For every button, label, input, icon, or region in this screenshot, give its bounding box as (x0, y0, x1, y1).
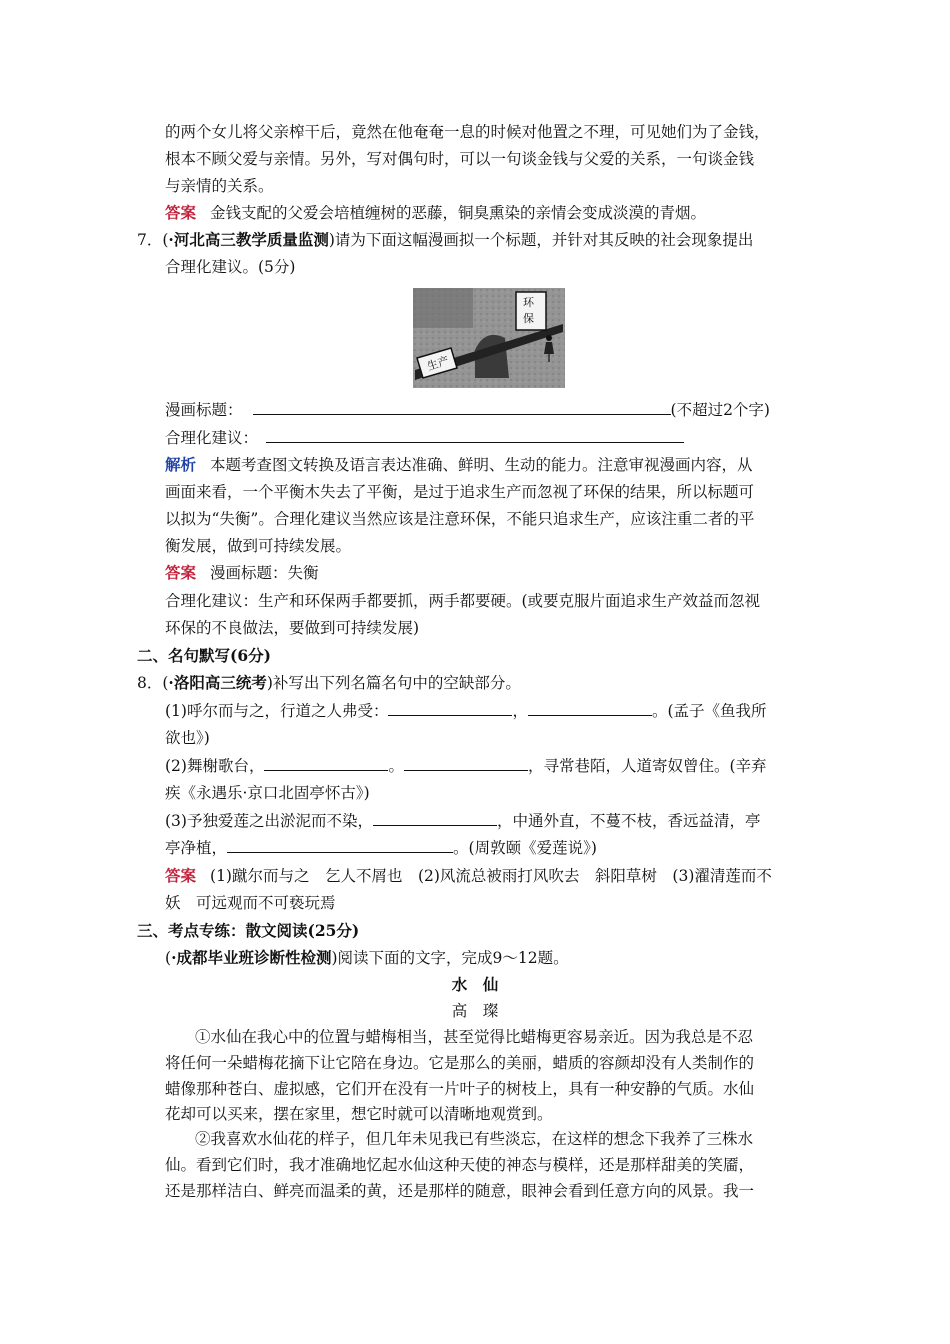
q8-answer-line-1 (165, 866, 772, 886)
q7-stem-2: 合理化建议。(5分) (165, 258, 296, 276)
q8-blank-6[interactable] (227, 838, 453, 853)
analysis-label: 解析 (165, 455, 197, 474)
cartoon-right-label-1: 环 (523, 296, 534, 309)
sec3-text: )阅读下面的文字，完成9～12题。 (331, 949, 569, 967)
answer-label: 答案 (165, 563, 197, 582)
q8-item-2-text: (2)舞榭歌台， (165, 757, 265, 775)
section-3-title: 三、考点专练：散文阅读(25分) (137, 921, 360, 940)
cartoon-title-label: 漫画标题： (165, 401, 243, 419)
cartoon-left-label: 生产 (425, 353, 451, 374)
answer-label: 答案 (165, 866, 197, 885)
essay-p2-line-2: 仙。看到它们时，我才准确地忆起水仙这种天使的神态与模样，还是那样甜美的笑靥， (165, 1156, 755, 1174)
cont-line-1: 的两个女儿将父亲榨干后，竟然在他奄奄一息的时候对他置之不理，可见她们为了金钱， (165, 123, 770, 141)
q8-item-1 (165, 701, 767, 721)
analysis-text-1: 本题考查图文转换及语言表达准确、鲜明、生动的能力。注意审视漫画内容，从 (210, 456, 753, 474)
q8-number: 8．( (137, 674, 169, 692)
answer-text: 金钱支配的父爱会培植缠树的恶藤，铜臭熏染的亲情会变成淡漠的青烟。 (210, 204, 707, 222)
q8-item-1-cont: 欲也》) (165, 729, 210, 747)
q8-item-3-text: (3)予独爱莲之出淤泥而不染， (165, 812, 373, 830)
analysis-line-1 (165, 455, 753, 475)
section-2-title: 二、名句默写(6分) (137, 646, 271, 665)
q8-source: ·洛阳高三统考 (168, 673, 267, 692)
q8-stem (137, 673, 521, 693)
q8-item-1-text: (1)呼尔而与之，行道之人弗受： (165, 702, 389, 720)
essay-p1-line-3: 蜡像那种苍白、虚拟感，它们开在没有一片叶子的树枝上，具有一种安静的气质。水仙 (165, 1080, 755, 1098)
cartoon-title-blank[interactable] (253, 400, 671, 415)
cont-answer (165, 203, 706, 223)
q8-item-3-cont (165, 838, 597, 858)
cartoon-title-note: (不超过2个字) (670, 401, 770, 419)
q8-item-2 (165, 756, 767, 776)
q8-item-3-source: 。(周敦颐《爱莲说》) (453, 839, 597, 857)
essay-title: 水 仙 (451, 975, 499, 994)
analysis-line-3: 以拟为“失衡”。合理化建议当然应该是注意环保，不能只追求生产，应该注重二者的平 (165, 510, 755, 528)
small-figure-head (546, 335, 552, 341)
q8-item-2-sep: 。 (388, 757, 404, 775)
answer-label: 答案 (165, 203, 197, 222)
q8-item-3-text-2: 亭净植， (165, 839, 228, 857)
q8-item-3-rest: ，中通外直，不蔓不枝，香远益清，亭 (496, 812, 761, 830)
q7-answer-line-3: 环保的不良做法，要做到可持续发展) (165, 619, 420, 637)
essay-p2-line-1: ②我喜欢水仙花的样子，但几年未见我已有些淡忘，在这样的想念下我养了三株水 (195, 1130, 754, 1148)
q7-stem-1 (137, 230, 753, 250)
cartoon-image (413, 288, 565, 388)
q8-answer-line-2: 妖 可远观而不可亵玩焉 (165, 894, 336, 912)
cont-line-2: 根本不顾父爱与亲情。另外，写对偶句时，可以一句谈金钱与父爱的关系，一句谈金钱 (165, 150, 755, 168)
q7-answer-title: 漫画标题：失衡 (210, 564, 319, 582)
sec3-source: ·成都毕业班诊断性检测 (171, 948, 332, 967)
essay-p1-line-2: 将任何一朵蜡梅花摘下让它陪在身边。它是那么的美丽，蜡质的容颜却没有人类制作的 (165, 1054, 755, 1072)
q8-item-2-cont: 疾《永遇乐·京口北固亭怀古》) (165, 784, 370, 802)
essay-p1-line-4: 花却可以买来，摆在家里，想它时就可以清晰地观赏到。 (165, 1105, 553, 1123)
q8-answer-text-1: (1)蹴尔而与之 乞人不屑也 (2)风流总被雨打风吹去 斜阳草树 (3)濯清莲而不 (210, 867, 772, 885)
cont-line-3: 与亲情的关系。 (165, 177, 274, 195)
q8-blank-3[interactable] (264, 756, 388, 771)
q8-item-1-sep: ， (512, 702, 528, 720)
q7-text: )请为下面这幅漫画拟一个标题，并针对其反映的社会现象提出 (328, 231, 754, 249)
section-3-instructions (165, 948, 569, 968)
essay-author: 高 璨 (451, 1002, 499, 1020)
q8-blank-5[interactable] (373, 811, 497, 826)
essay-p2-line-3: 还是那样洁白、鲜亮而温柔的黄，还是那样的随意，眼神会看到任意方向的风景。我一 (165, 1182, 755, 1200)
analysis-line-4: 衡发展，做到可持续发展。 (165, 537, 352, 555)
essay-p1-line-1: ①水仙在我心中的位置与蜡梅相当，甚至觉得比蜡梅更容易亲近。因为我总是不忍 (195, 1028, 754, 1046)
advice-label: 合理化建议： (165, 429, 259, 447)
q8-text: )补写出下列名篇名句中的空缺部分。 (266, 674, 521, 692)
q8-blank-1[interactable] (388, 701, 512, 716)
analysis-line-2: 画面来看，一个平衡木失去了平衡，是过于追求生产而忽视了环保的结果，所以标题可 (165, 483, 755, 501)
q8-item-1-source: 。(孟子《鱼我所 (651, 702, 767, 720)
q7-answer-line-2: 合理化建议：生产和环保两手都要抓，两手都要硬。(或要克服片面追求生产效益而忽视 (165, 592, 761, 610)
sec3-open-paren: ( (165, 949, 172, 967)
advice-blank[interactable] (266, 428, 684, 443)
q8-blank-4[interactable] (404, 756, 528, 771)
q8-blank-2[interactable] (528, 701, 652, 716)
q8-item-2-rest: ，寻常巷陌，人道寄奴曾住。(辛弃 (527, 757, 767, 775)
cartoon-right-label-2: 保 (523, 312, 534, 325)
q7-source: ·河北高三教学质量监测 (168, 230, 329, 249)
advice-row (165, 428, 684, 448)
q8-item-3 (165, 811, 760, 831)
q7-number: 7．( (137, 231, 169, 249)
cartoon-title-row (165, 400, 770, 420)
q7-answer-line-1 (165, 563, 319, 583)
